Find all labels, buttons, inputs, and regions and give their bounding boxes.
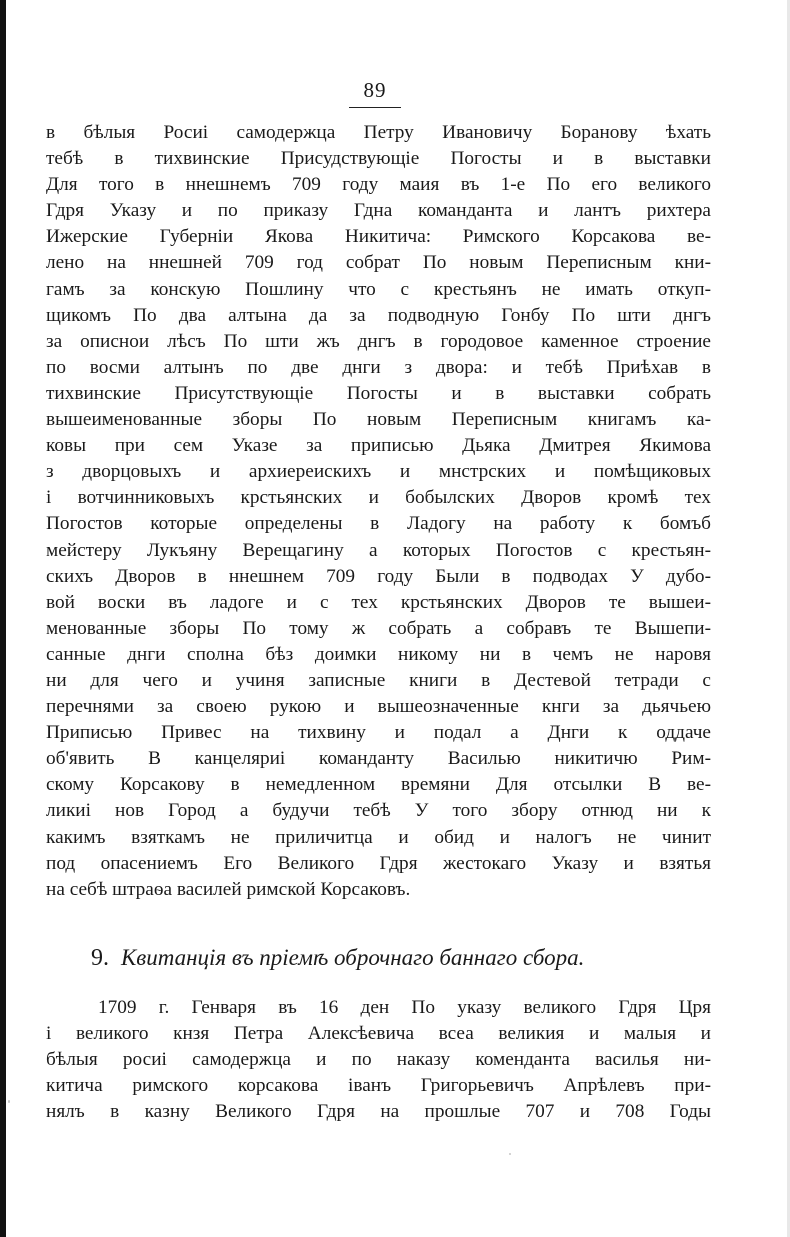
page-number: 89 bbox=[363, 78, 387, 102]
text-line: менованные зборы По тому ж собрать а собравъ те Вышепи- bbox=[46, 617, 711, 639]
text-line: скихъ Дворов в ннешнем 709 году Были в подводах У дубо- bbox=[46, 565, 711, 587]
scan-left-edge bbox=[0, 0, 6, 1237]
section-number: 9. bbox=[91, 945, 109, 971]
text-line: какимъ взяткамъ не приличитца и обид и налогъ не чинит bbox=[46, 826, 711, 848]
text-line: і великого кнзя Петра Алексѣевича всеа великия и малыя и bbox=[46, 1023, 711, 1045]
text-line: гамъ за конскую Пошлину что с крестьянъ не имать откуп- bbox=[46, 278, 711, 300]
text-line: ковы при сем Указе за приписью Дьяка Дмитрея Якимова bbox=[46, 435, 711, 457]
text-line: скому Корсакову в немедленном времяни Для отсылки В ве- bbox=[46, 774, 711, 796]
text-line: тихвинские Присутствующіе Погосты и в выставки собрать bbox=[46, 382, 711, 404]
text-line: перечнями за своею рукою и вышеозначенные кнги за дьячьею bbox=[46, 696, 711, 718]
text-line: санные днги сполна бѣз доимки никому ни в чемъ не наровя bbox=[46, 643, 711, 665]
text-line: в бѣлыя Росиі самодержца Петру Ивановичу Боранову ѣхать bbox=[46, 122, 711, 143]
text-line: вышеименованные зборы По новым Переписным книгамъ ка- bbox=[46, 409, 711, 431]
text-line: з дворцовыхъ и архиереискихъ и мнстрских и помѣщиковых bbox=[46, 461, 711, 483]
section-title: Квитанція въ пріемѣ оброчнаго баннаго сбора. bbox=[121, 945, 585, 970]
text-line: Ижерские Губерніи Якова Никитича: Римского Корсакова ве- bbox=[46, 226, 711, 248]
text-line: тебѣ в тихвинские Присудствующіе Погосты и в выставки bbox=[46, 148, 711, 170]
text-line: 1709 г. Генваря въ 16 ден По указу великого Гдря Цря bbox=[98, 997, 711, 1018]
scan-speck bbox=[509, 1153, 511, 1155]
text-line: Приписью Привес на тихвину и подал а Днги к оддаче bbox=[46, 722, 711, 744]
text-line: за описнои лѣсъ По шти жъ днгъ в городовое каменное строение bbox=[46, 330, 711, 352]
text-line: Для того в ннешнемъ 709 году маия въ 1-е По его великого bbox=[46, 174, 711, 196]
text-line: мейстеру Лукъяну Верещагину а которых Погостов с крестьян- bbox=[46, 539, 711, 561]
scan-speck bbox=[8, 1100, 10, 1103]
text-line: ни для чего и учиня записные книги в Дестевой тетради с bbox=[46, 669, 711, 691]
text-line: бѣлыя росиі самодержца и по наказу коменданта василья ни- bbox=[46, 1049, 711, 1071]
text-line: і вотчинниковыхъ крстьянских и бобылских Дворов кромѣ тех bbox=[46, 487, 711, 509]
section-heading bbox=[91, 941, 711, 975]
text-line: Гдря Указу и по приказу Гдна команданта и лантъ рихтера bbox=[46, 200, 711, 222]
text-line: по восми алтынъ по две днги з двора: и тебѣ Приѣхав в bbox=[46, 356, 711, 378]
text-line: вой воски въ ладоге и с тех крстьянских Дворов те вышеи- bbox=[46, 591, 711, 613]
text-line: лено на ннешней 709 год собрат По новым Переписным кни- bbox=[46, 252, 711, 274]
text-line: нялъ в казну Великого Гдря на прошлые 707 и 708 Годы bbox=[46, 1101, 711, 1123]
text-line: на себѣ штраѳа василей римской Корсаковъ. bbox=[46, 878, 411, 900]
text-line: ликиі нов Город а будучи тебѣ У того збору отнюд ни к bbox=[46, 800, 711, 822]
document-text-block bbox=[46, 120, 711, 903]
text-line: китича римского корсакова іванъ Григорьевичъ Апрѣлевъ при- bbox=[46, 1075, 711, 1097]
text-line: под опасениемъ Его Великого Гдря жестокаго Указу и взятья bbox=[46, 852, 711, 874]
text-line: щикомъ По два алтына да за подводную Гонбу По шти днгъ bbox=[46, 304, 711, 326]
page-number-underline bbox=[349, 107, 401, 108]
document-text-block-2 bbox=[46, 995, 711, 1125]
text-line: об'явить В канцеляриі команданту Василью никитичю Рим- bbox=[46, 748, 711, 770]
text-line: Погостов которые определены в Ладогу на работу к бомъб bbox=[46, 513, 711, 535]
